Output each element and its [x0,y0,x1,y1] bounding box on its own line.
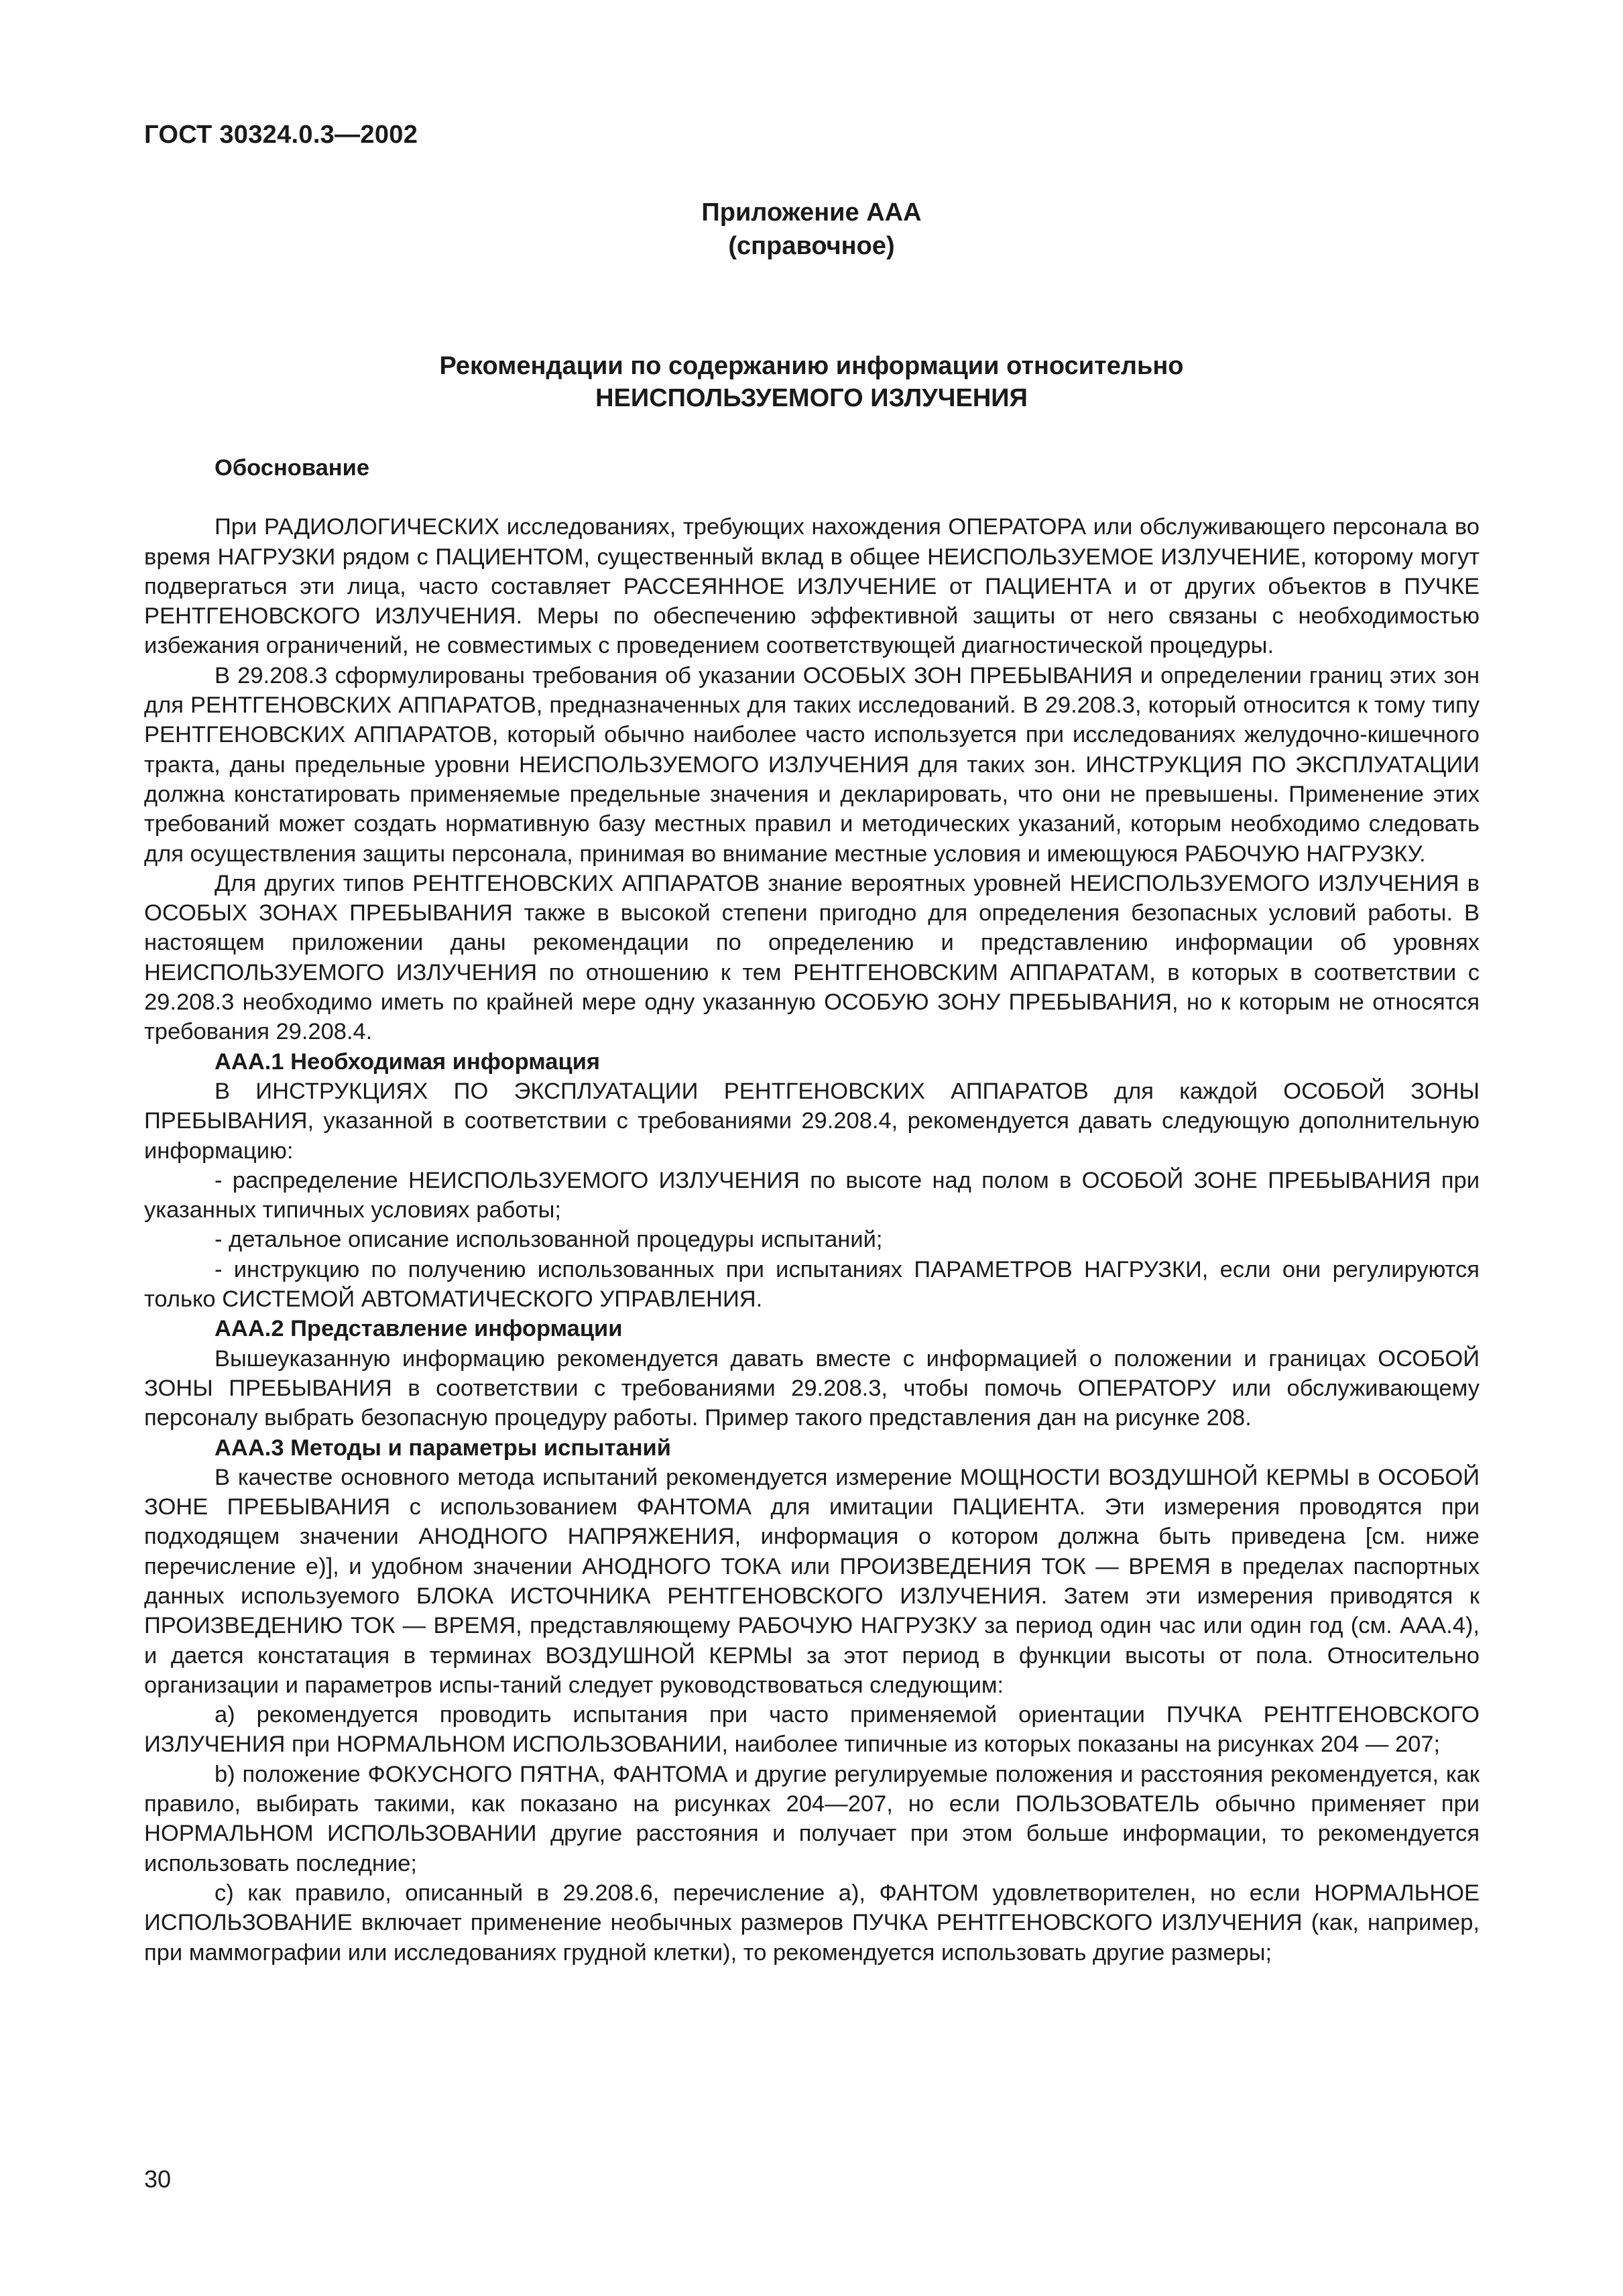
paragraph: При РАДИОЛОГИЧЕСКИХ исследованиях, требующих нахождения ОПЕРАТОРА или обслуживающего персонала во время НАГРУЗКИ рядом с ПАЦИЕНТОМ, существенный вклад в общее НЕИСПОЛЬЗУЕМОЕ ИЗЛУЧЕНИЕ, которому могут подвергаться эти лица, часто составляет РАССЕЯННОЕ ИЗЛУЧЕНИЕ от ПАЦИЕНТА и от других объектов в ПУЧКЕ РЕНТГЕНОВСКОГО ИЗЛУЧЕНИЯ. Меры по обеспечению эффективной защиты от него связаны с необходимостью избежания ограничений, не совместимых с проведением соответствующей диагностической процедуры. [144,514,1480,659]
list-item: - детальное описание использованной процедуры испытаний; [215,1227,883,1253]
list-item: - инструкцию по получению использованных при испытаниях ПАРАМЕТРОВ НАГРУЗКИ, если они регулируются только СИСТЕМОЙ АВТОМАТИЧЕСКОГО УПРАВЛЕНИЯ. [144,1256,1480,1313]
section-heading-aaa3: ААА.3 Методы и параметры испытаний [215,1435,671,1461]
appendix-subtitle: (справочное) [728,232,895,260]
list-item: b) положение ФОКУСНОГО ПЯТНА, ФАНТОМА и другие регулируемые положения и расстояния рекомендуется, как правило, выбирать такими, как показано на рисунках 204—207, но если ПОЛЬЗОВАТЕЛЬ обычно применяет при НОРМАЛЬНОМ ИСПОЛЬЗОВАНИИ другие расстояния и получает при этом больше информации, то рекомендуется использовать последние; [144,1761,1480,1876]
appendix-heading [0,196,1623,263]
paragraph: Вышеуказанную информацию рекомендуется давать вместе с информацией о положении и границах ОСОБОЙ ЗОНЫ ПРЕБЫВАНИЯ в соответствии с требованиями 29.208.3, чтобы помочь ОПЕРАТОРУ или обслуживающему персоналу выбрать безопасную процедуру работы. Пример такого представления дан на рисунке 208. [144,1345,1480,1431]
body-text [144,453,1480,1968]
appendix-title: Приложение ААА [701,198,922,227]
document-code: ГОСТ 30324.0.3—2002 [144,121,418,149]
list-item: с) как правило, описанный в 29.208.6, перечисление а), ФАНТОМ удовлетворителен, но если НОРМАЛЬНОЕ ИСПОЛЬЗОВАНИЕ включает применение необычных размеров ПУЧКА РЕНТГЕНОВСКОГО ИЗЛУЧЕНИЯ (как, например, при маммографии или исследованиях грудной клетки), то рекомендуется использовать другие размеры; [144,1880,1480,1966]
section-heading-aaa1: ААА.1 Необходимая информация [215,1048,601,1075]
document-title [0,350,1623,414]
paragraph: В ИНСТРУКЦИЯХ ПО ЭКСПЛУАТАЦИИ РЕНТГЕНОВСКИХ АППАРАТОВ для каждой ОСОБОЙ ЗОНЫ ПРЕБЫВАНИЯ, указанной в соответствии с требованиями 29.208.4, рекомендуется давать следующую дополнительную информацию: [144,1078,1480,1164]
list-item: а) рекомендуется проводить испытания при часто применяемой ориентации ПУЧКА РЕНТГЕНОВСКОГО ИЗЛУЧЕНИЯ при НОРМАЛЬНОМ ИСПОЛЬЗОВАНИИ, наиболее типичные из которых показаны на рисунках 204 — 207; [144,1702,1480,1758]
page-number: 30 [144,2165,172,2193]
paragraph: Для других типов РЕНТГЕНОВСКИХ АППАРАТОВ знание вероятных уровней НЕИСПОЛЬЗУЕМОГО ИЗЛУЧЕНИЯ в ОСОБЫХ ЗОНАХ ПРЕБЫВАНИЯ также в высокой степени пригодно для определения безопасных условий работы. В настоящем приложении даны рекомендации по определению и представлению информации об уровнях НЕИСПОЛЬЗУЕМОГО ИЗЛУЧЕНИЯ по отношению к тем РЕНТГЕНОВСКИМ АППАРАТАМ, в которых в соответствии с 29.208.3 необходимо иметь по крайней мере одну указанную ОСОБУЮ ЗОНУ ПРЕБЫВАНИЯ, но к которым не относятся требования 29.208.4. [144,870,1480,1045]
section-heading-aaa2: ААА.2 Представление информации [215,1316,623,1342]
paragraph: В 29.208.3 сформулированы требования об указании ОСОБЫХ ЗОН ПРЕБЫВАНИЯ и определении границ этих зон для РЕНТГЕНОВСКИХ АППАРАТОВ, предназначенных для таких исследований. В 29.208.3, который относится к тому типу РЕНТГЕНОВСКИХ АППАРАТОВ, который обычно наиболее часто используется при исследованиях желудочно-кишечного тракта, даны предельные уровни НЕИСПОЛЬЗУЕМОГО ИЗЛУЧЕНИЯ для таких зон. ИНСТРУКЦИЯ ПО ЭКСПЛУАТАЦИИ должна констатировать применяемые предельные значения и декларировать, что они не превышены. Применение этих требований может создать нормативную базу местных правил и методических указаний, которым необходимо следовать для осуществления защиты персонала, принимая во внимание местные условия и имеющуюся РАБОЧУЮ НАГРУЗКУ. [144,662,1480,867]
title-line-1: Рекомендации по содержанию информации относительно [439,352,1184,380]
section-heading-rationale: Обоснование [215,455,370,481]
title-line-2: НЕИСПОЛЬЗУЕМОГО ИЗЛУЧЕНИЯ [595,384,1028,412]
list-item: - распределение НЕИСПОЛЬЗУЕМОГО ИЗЛУЧЕНИЯ по высоте над полом в ОСОБОЙ ЗОНЕ ПРЕБЫВАНИЯ при указанных типичных условиях работы; [144,1167,1480,1223]
paragraph: В качестве основного метода испытаний рекомендуется измерение МОЩНОСТИ ВОЗДУШНОЙ КЕРМЫ в ОСОБОЙ ЗОНЕ ПРЕБЫВАНИЯ с использованием ФАНТОМА для имитации ПАЦИЕНТА. Эти измерения проводятся при подходящем значении АНОДНОГО НАПРЯЖЕНИЯ, информация о котором должна быть приведена [см. ниже перечисление е)], и удобном значении АНОДНОГО ТОКА или ПРОИЗВЕДЕНИЯ ТОК — ВРЕМЯ в пределах паспортных данных используемого БЛОКА ИСТОЧНИКА РЕНТГЕНОВСКОГО ИЗЛУЧЕНИЯ. Затем эти измерения приводятся к ПРОИЗВЕДЕНИЮ ТОК — ВРЕМЯ, представляющему РАБОЧУЮ НАГРУЗКУ за период один час или один год (см. ААА.4), и дается констатация в терминах ВОЗДУШНОЙ КЕРМЫ за этот период в функции высоты от пола. Относительно организации и параметров испы-таний следует руководствоваться следующим: [144,1464,1480,1698]
